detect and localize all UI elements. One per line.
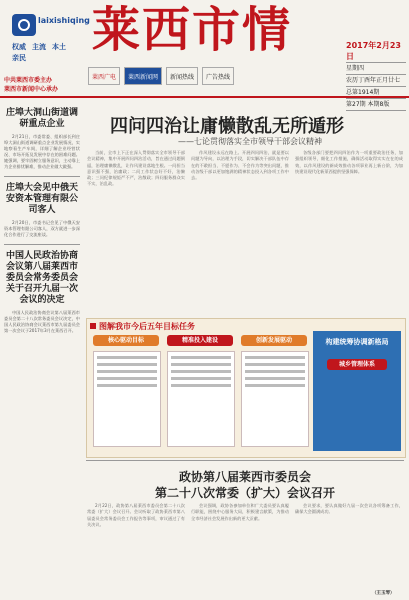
slogans [12,42,76,63]
infographic-panel [93,351,161,447]
ad-block: 莱西新闻网 [124,67,162,85]
publisher-line: 莱西市新闻中心承办 [4,86,59,93]
infographic-panel [241,351,309,447]
infographic-panel [167,351,235,447]
masthead-ad-row [88,66,340,86]
infographic-box: 精准投入建设 [167,335,233,346]
main-headline: 四问四治让庸懒散乱无所遁形 [110,116,344,137]
issue-total-number: 总第1914期 [346,87,406,99]
main-column-text: 当前，全市上下正在深入贯彻落实全市领导干部会议精神，集中开展四问四治活动，旨在通过问题倒逼，治理庸懒散乱，让作风建设落地生根。一问担当意识强不强，治庸政；二问工作状态好不好，治懒政；三问纪律规矩严不严，治散政；四问服务群众实不实，治乱政。 [87,150,185,187]
byline: （王玉琴） [372,591,395,596]
infographic-box: 核心驱动目标 [93,335,159,346]
issue-lunar-date: 农历丁酉年正月廿七 [346,75,406,87]
story-body: 中国人民政治协商会议第八届莱西市委员会第二十八次常务委员会议决定，中国人民政治协商会议莱西市第九届委员会第一次会议于2017年3月在莱西召开。 [4,310,80,333]
left-column [4,104,80,594]
ad-block: 广告热线 [202,67,234,85]
divider [4,244,80,245]
lower-headline: 政协第八届莱西市委员会 [178,470,311,484]
slogan: 权威 [12,42,26,51]
lower-column-text: 2月22日，政协第八届莱西市委员会第二十八次常委（扩大）会议召开。会议听取了政协莱西市第八届委员会常务委员会工作报告等事项，审议通过了有关决议。 [87,503,185,527]
infographic [86,318,406,458]
logo-mark-icon [12,14,36,36]
newspaper-title: 莱西市情 [92,2,293,58]
masthead-rule [0,96,409,98]
story-headline: 中国人民政治协商会议第八届莱西市委员会常务委员会关于召开九届一次会议的决定 [5,251,78,305]
story-headline: 庄埠大会见中俄天安资本管理有限公司客人 [5,183,78,215]
logo [4,6,90,68]
logo-text: laixishiqing [38,16,90,25]
issue-info [346,40,406,111]
infographic-box: 城乡管理体系 [327,359,387,370]
slogan: 本土 [52,42,66,51]
slogan: 主流 [32,42,46,51]
infographic-box: 创新发展驱动 [241,335,307,346]
lower-column-text: 会议要求，要认真做好九届一次会议各项筹备工作，确保大会圆满成功。 [295,503,403,515]
infographic-side-panel [313,331,401,451]
ad-block: 新闻热线 [166,67,198,85]
slogan: 亲民 [12,53,26,62]
issue-weekday: 星期四 [346,63,406,75]
main-column-text: 作风建设永远在路上。开展四问四治，就是要以问题为导向，以治理为手段，切实解决干部队伍中存在的不敢担当、不愿作为、不会作为等突出问题，推动各级干部以更加饱满的精神状态投入到各项工作中去。 [191,150,289,181]
section-divider [86,460,404,461]
lower-headline: 第二十八次常委（扩大）会议召开 [154,486,335,500]
lower-column-text: 会议强调，政协各参加单位和广大委员要认真履行职能，围绕中心服务大局，积极建言献策，为推动全市经济社会发展作出新的更大贡献。 [191,503,289,521]
story-body: 2月21日，市委常委、组织部长到庄埠大洞山街道调研重点企业发展情况，实地察看生产车间，详细了解企业经营状况、市场开拓及发展中存在的困难问题。她强调，要牢固树立服务意识，主动靠上为企业排忧解难，推动企业做大做强。 [4,134,80,169]
infographic-title: 图解我市今后五年目标任务 [90,321,195,332]
divider [4,176,80,177]
main-subhead: ——七论贯彻落实全市领导干部会议精神 [178,137,322,146]
publisher-line: 中共莱西市委主办 [4,77,53,84]
side-panel-title: 构建统筹协调新格局 [325,338,389,346]
story-headline: 庄埠大洞山街道调研重点企业 [5,108,78,129]
main-column-text: 各级各部门要把四问四治作为一项重要政治任务，加强组织领导，细化工作措施，确保活动取得实实在在的成效，以作风建设的新成效推动各项事业再上新台阶，为加快建设现代化新莱西提供坚强保障。 [295,150,403,174]
story-body: 2月20日，市委书记会见了中俄天安资本管理有限公司客人，双方就进一步深化合作进行了交流座谈。 [4,220,80,237]
ad-block: 莱西广电 [88,67,120,85]
issue-week-number: 第27期 本期8版 [346,99,406,111]
publisher-info [4,76,76,94]
issue-date: 2017年2月23日 [346,40,406,63]
